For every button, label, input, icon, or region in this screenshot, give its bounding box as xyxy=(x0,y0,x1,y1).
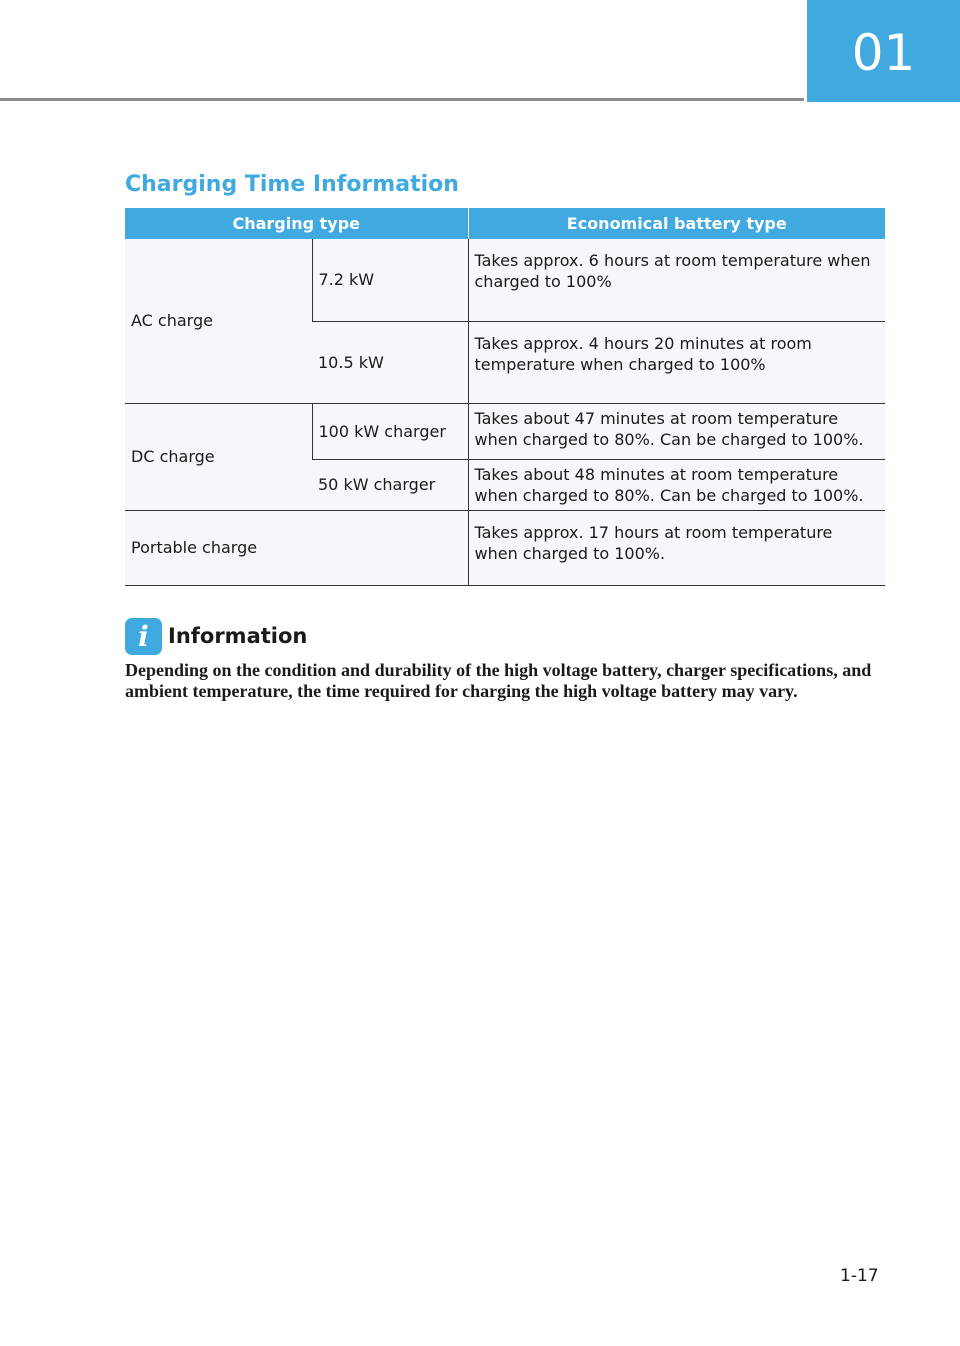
dc-spec-cell: 100 kW charger xyxy=(312,403,468,459)
ac-desc-cell: Takes approx. 4 hours 20 minutes at room temperature when charged to 100% xyxy=(468,321,885,403)
info-icon: i xyxy=(125,618,162,655)
header-charging-type: Charging type xyxy=(125,208,468,239)
page-number: 1-17 xyxy=(840,1266,879,1286)
table-row xyxy=(125,403,885,459)
table-header-row xyxy=(125,208,885,239)
dc-charge-label: DC charge xyxy=(125,403,312,510)
dc-desc-cell: Takes about 48 minutes at room temperature when charged to 80%. Can be charged to 100%. xyxy=(468,459,885,510)
ac-spec-cell: 7.2 kW xyxy=(312,239,468,321)
portable-desc-cell: Takes approx. 17 hours at room temperature when charged to 100%. xyxy=(468,510,885,585)
chapter-tab: 01 xyxy=(807,0,960,102)
dc-spec-cell: 50 kW charger xyxy=(312,459,468,510)
header-rule xyxy=(0,98,804,101)
header-battery-type: Economical battery type xyxy=(468,208,885,239)
dc-desc-cell: Takes about 47 minutes at room temperature when charged to 80%. Can be charged to 100%. xyxy=(468,403,885,459)
charging-time-table xyxy=(125,208,885,586)
portable-charge-label: Portable charge xyxy=(125,510,468,585)
table-row xyxy=(125,239,885,321)
ac-desc-cell: Takes approx. 6 hours at room temperature when charged to 100% xyxy=(468,239,885,321)
info-title: Information xyxy=(168,624,308,648)
ac-charge-label: AC charge xyxy=(125,239,312,403)
section-title: Charging Time Information xyxy=(125,172,459,197)
ac-spec-cell: 10.5 kW xyxy=(312,321,468,403)
info-text: Depending on the condition and durability of the high voltage battery, charger specifications, and ambient temperature, the time required for charging the high voltage battery may vary. xyxy=(125,660,872,701)
table-row xyxy=(125,510,885,585)
